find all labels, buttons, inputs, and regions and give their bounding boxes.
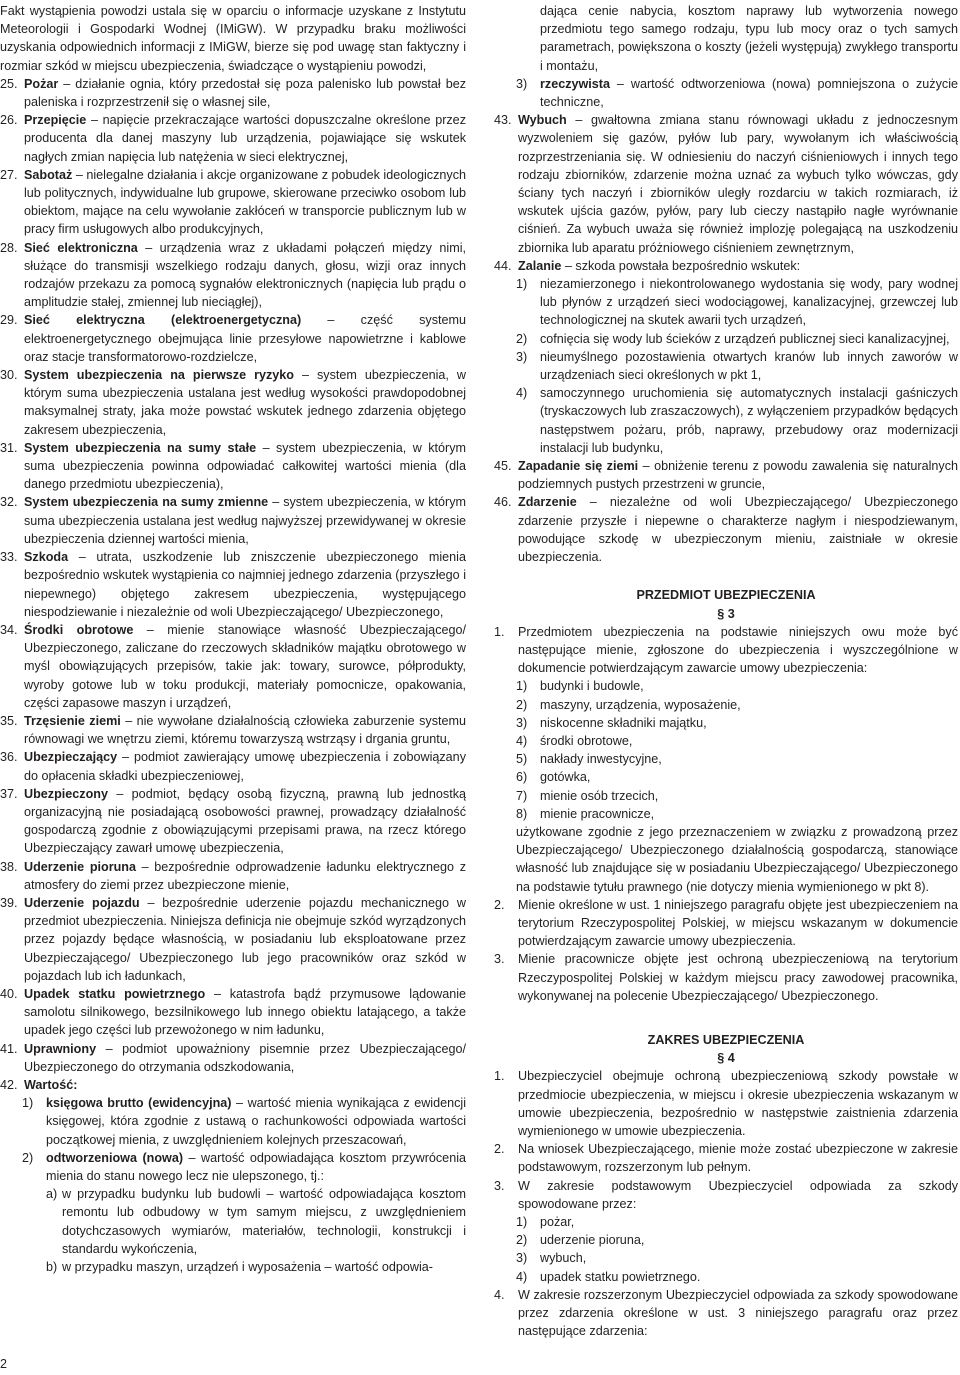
defined-term: System ubezpieczenia na sumy zmienne xyxy=(24,495,269,510)
item-number: 29. xyxy=(0,313,18,328)
defined-term: Zalanie xyxy=(518,258,562,273)
subsubitem-letter: b) xyxy=(46,1260,58,1275)
subitem-number: 4) xyxy=(516,386,528,401)
list-item xyxy=(494,750,958,768)
definition-item xyxy=(0,493,466,548)
defined-term: Sieć elektryczna (elektroenergetyczna) xyxy=(24,313,302,328)
list-item xyxy=(494,714,958,732)
item-number: 30. xyxy=(0,368,18,383)
definition-text: – urządzenia wraz z układami połączeń między nimi, służące do transmisji wszelkiego rodzaju danych, głosu, wizji oraz innych rodzajów przekazu za pomocą sygnałów elektronicznych (napięcia lub prądu o amplitudzie stałej, zmiennej lub nieciągłej), xyxy=(24,240,466,310)
item-number: 26. xyxy=(0,113,18,128)
subitem-text: cofnięcia się wody lub ścieków z urządzeń publicznej sieci kanalizacyjnej, xyxy=(540,331,950,346)
definition-text: – obniżenie terenu z powodu zawalenia się naturalnych podziemnych pustych przestrzeni w gruncie, xyxy=(518,459,958,492)
value-subitem xyxy=(494,75,958,111)
definition-item xyxy=(0,166,466,239)
definition-text: – bezpośrednie uderzenie pojazdu mechanicznego w przedmiot ubezpieczenia. Niniejsza definicja nie obejmuje szkód wyrządzonych przez pojazdy będące własnością, w posiadaniu lub eksploatowane przez Ubezpieczającego/ Ubezpieczonego lub jego pracowników oraz szkód w pojazdach lub ich ładunkach, xyxy=(24,895,466,983)
list-text: pożar, xyxy=(540,1215,575,1229)
item-number: 42. xyxy=(0,1077,18,1092)
numbered-paragraph xyxy=(494,1177,958,1213)
paragraph-number: 4. xyxy=(494,1287,505,1302)
list-item xyxy=(494,1249,958,1267)
spacer xyxy=(494,1005,958,1031)
item-number: 25. xyxy=(0,76,18,91)
subitem-number: 1) xyxy=(516,277,528,292)
paragraph-number: 1. xyxy=(494,624,505,639)
item-number: 34. xyxy=(0,622,18,637)
paragraph-text: Ubezpieczyciel obejmuje ochroną ubezpieczeniową szkody powstałe w przedmiocie ubezpieczenia, w miejscu i okresie ubezpieczenia wskazanym w umowie ubezpieczenia, bezpośrednio w następstwie zaistnienia zdarzenia wymienionego w umowie ubezpieczenia. xyxy=(518,1069,958,1138)
defined-term: Przepięcie xyxy=(24,113,87,128)
paragraph-number: 3. xyxy=(494,1178,505,1193)
list-number: 8) xyxy=(516,806,528,821)
definition-item xyxy=(494,111,958,257)
numbered-paragraph xyxy=(494,1067,958,1140)
definition-item xyxy=(0,985,466,1040)
list-text: mienie osób trzecich, xyxy=(540,788,659,803)
numbered-paragraph xyxy=(494,896,958,951)
subitem-number: 2) xyxy=(22,1150,34,1165)
defined-term: Pożar xyxy=(24,76,59,91)
subitem-text: nieumyślnego pozostawienia otwartych kranów lub innych zaworów w urządzeniach sieci określonych w pkt 1, xyxy=(540,349,958,383)
subsubitem-text: w przypadku budynku lub budowli – wartość odpowiadająca kosztom remontu lub odbudowy w tym samym miejscu, z uwzględnieniem dotychczasowych wymiarów, materiałów, technologii, konstrukcji i standardu wykończenia, xyxy=(62,1187,466,1256)
definition-text: – nie wywołane działalnością człowieka zaburzenie systemu równowagi we wnętrzu ziemi, któremu towarzyszą wstrząsy i drgania gruntu, xyxy=(24,713,466,747)
list-text: uderzenie pioruna, xyxy=(540,1233,645,1248)
item-number: 33. xyxy=(0,550,18,565)
right-column xyxy=(494,2,958,1340)
definition-item xyxy=(494,493,958,566)
item-number: 43. xyxy=(494,113,512,128)
definition-item xyxy=(0,1076,466,1094)
paragraph-number: 1. xyxy=(494,1069,505,1084)
list-number: 7) xyxy=(516,788,528,803)
definition-item xyxy=(0,366,466,439)
definition-item xyxy=(0,621,466,712)
paragraph-number: 2. xyxy=(494,897,505,912)
defined-term: Zdarzenie xyxy=(518,495,577,510)
subsubitem-text: w przypadku maszyn, urządzeń i wyposażenia – wartość odpowia- xyxy=(62,1260,433,1275)
flood-definition-continuation: Fakt wystąpienia powodzi ustala się w oparciu o informacje uzyskane z Instytutu Meteorologii i Gospodarki Wodnej (IMiGW). W przypadku braku możliwości uzyskania odpowiednich informacji z IMiGW, bierze się pod uwagę stan faktyczny i rozmiar szkód w miejscu ubezpieczenia, świadczące o wystąpieniu powodzi, xyxy=(0,4,466,73)
item-number: 31. xyxy=(0,440,18,455)
definition-item xyxy=(0,239,466,312)
list-number: 2) xyxy=(516,697,528,712)
list-item xyxy=(494,1268,958,1286)
defined-term: Upadek statku powietrznego xyxy=(24,986,206,1001)
paragraph-text: Przedmiotem ubezpieczenia na podstawie niniejszych owu może być następujące mienie, zgłoszone do ubezpieczenia i wyszczególnione w dokumencie potwierdzającym zawarcie umowy ubezpieczenia: xyxy=(518,624,958,676)
flood-subitem xyxy=(494,384,958,457)
definition-text: – podmiot, będący osobą fizyczną, prawną lub jednostką organizacyjną nie posiadającą osobowości prawnej, prowadzący działalność gospodarczą zgodnie z obowiązującymi przepisami prawa, na rzecz którego Ubezpieczający zawarł umowę ubezpieczenia, xyxy=(24,786,466,856)
defined-term: Środki obrotowe xyxy=(24,622,134,637)
flood-subitem xyxy=(494,330,958,348)
list-item xyxy=(494,732,958,750)
subitem-text: niezamierzonego i niekontrolowanego wydostania się wody, pary wodnej lub płynów z urządzeń sieci wodociągowej, kanalizacyjnej, grzewczej lub technologicznej na skutek awarii tych urządzeń, xyxy=(540,277,958,328)
definition-item xyxy=(0,894,466,985)
definition-text: – podmiot zawierający umowę ubezpieczenia i zobowiązany do opłacenia składki ubezpieczeniowej, xyxy=(24,750,466,783)
definition-text: – system ubezpieczenia, w którym suma ubezpieczenia ustalana jest według wysokości prawdopodobnej maksymalnej straty, jaka może powstać wskutek jednego zdarzenia objętego zakresem ubezpieczenia, xyxy=(24,368,467,437)
paragraph-number: 3. xyxy=(494,952,505,967)
defined-term: Uprawniony xyxy=(24,1041,97,1056)
defined-term: Ubezpieczający xyxy=(24,750,118,765)
subitem-number: 1) xyxy=(22,1096,34,1111)
definition-text: – mienie stanowiące własność Ubezpieczającego/ Ubezpieczonego, zaliczane do rzeczowych składników majątku obrotowego w myśl obowiązujących przepisów, takie jak: towary, surowce, półprodukty, wyroby gotowe lub w toku produkcji, materiały pomocnicze, opakowania, części zapasowe maszyn i urządzeń, xyxy=(24,622,466,710)
list-text: maszyny, urządzenia, wyposażenie, xyxy=(540,697,741,712)
list-number: 5) xyxy=(516,752,528,767)
defined-term: System ubezpieczenia na pierwsze ryzyko xyxy=(24,368,294,383)
defined-term: System ubezpieczenia na sumy stałe xyxy=(24,440,257,455)
list-item xyxy=(494,696,958,714)
list-item xyxy=(494,677,958,695)
list-text: budynki i budowle, xyxy=(540,679,644,694)
definition-item xyxy=(0,311,466,366)
definition-text: – podmiot upoważniony pisemnie przez Ubezpieczającego/ Ubezpieczonego do otrzymania odszkodowania, xyxy=(24,1041,466,1074)
item-number: 37. xyxy=(0,786,18,801)
value-subitem xyxy=(0,1149,466,1185)
list-text: gotówka, xyxy=(540,770,591,785)
value-subitem xyxy=(0,1094,466,1149)
section-heading-subject: PRZEDMIOT UBEZPIECZENIA xyxy=(636,588,816,603)
item-number: 44. xyxy=(494,258,512,273)
list-item xyxy=(494,805,958,823)
definition-item xyxy=(494,257,958,275)
list-item xyxy=(494,768,958,786)
numbered-paragraph xyxy=(494,623,958,678)
list-text: nakłady inwestycyjne, xyxy=(540,752,662,767)
definition-item xyxy=(494,457,958,493)
definition-text: – napięcie przekraczające wartości dopuszczalne określone przez producenta dla danej maszyny lub urządzenia, pojawiające się wskutek nagłych zmian napięcia lub natężenia w sieci elektrycznej, xyxy=(24,113,466,164)
defined-term: Sabotaż xyxy=(24,167,73,182)
numbered-paragraph xyxy=(494,1286,958,1341)
item-number: 41. xyxy=(0,1041,18,1056)
paragraph-symbol: § 4 xyxy=(717,1051,735,1066)
definition-item xyxy=(0,1040,466,1076)
definition-item xyxy=(0,111,466,166)
definition-item xyxy=(0,858,466,894)
defined-term: Uderzenie pojazdu xyxy=(24,895,140,910)
paragraph-text: Na wniosek Ubezpieczającego, mienie może zostać ubezpieczone w zakresie podstawowym, rozszerzonym lub pełnym. xyxy=(518,1142,958,1175)
definition-text: – działanie ognia, który przedostał się poza palenisko lub powstał bez paleniska i rozprzestrzenił się o własnej sile, xyxy=(24,76,466,110)
defined-term: księgowa brutto (ewidencyjna) xyxy=(46,1096,232,1111)
value-subsubitem xyxy=(0,1185,466,1258)
paragraph-symbol: § 3 xyxy=(717,606,735,621)
definition-text: – katastrofa bądź przymusowe lądowanie samolotu silnikowego, bezsilnikowego lub innego obiektu latającego, a także upadek jego części lub przewożonego w nim ładunku, xyxy=(24,986,466,1038)
defined-term: odtworzeniowa (nowa) xyxy=(46,1150,184,1165)
subitem-number: 3) xyxy=(516,76,528,91)
item-number: 36. xyxy=(0,750,18,765)
item-number: 35. xyxy=(0,713,18,728)
item-number: 40. xyxy=(0,986,18,1001)
definition-item xyxy=(0,748,466,784)
defined-term: Wybuch xyxy=(518,113,567,128)
value-continuation: dająca cenie nabycia, kosztom naprawy lub wytworzenia nowego przedmiotu tego samego rodzaju, typu lub mocy oraz o tych samych parametrach, powiększona o koszty (jeżeli występują) zwykłego transportu i montażu, xyxy=(540,4,958,73)
paragraph-text: Mienie pracownicze objęte jest ochroną ubezpieczeniową na terytorium Rzeczypospolitej Polskiej w każdym miejscu pracy zawodowej pracownika, wykonywanej na polecenie Ubezpieczającego/ Ubezpieczonego. xyxy=(518,952,958,1003)
numbered-paragraph xyxy=(494,1140,958,1176)
item-number: 28. xyxy=(0,240,18,255)
list-tail-text: użytkowane zgodnie z jego przeznaczeniem w związku z prowadzoną przez Ubezpieczającego/ Ubezpieczonego działalnością gospodarczą, stanowiące własność lub znajdujące się w posiadaniu Ubezpieczającego/ Ubezpieczonego na podstawie tytułu prawnego (nie dotyczy mienia wymienionego w pkt 8). xyxy=(516,824,958,894)
definition-text: – niezależne od woli Ubezpieczającego/ Ubezpieczonego zdarzenie przyszłe i niepewne o charakterze nagłym i niespodziewanym, powodujące szkodę w ubezpieczonym mieniu, zaistniałe w okresie ubezpieczenia. xyxy=(518,495,958,565)
item-number: 39. xyxy=(0,895,18,910)
spacer xyxy=(494,566,958,586)
definition-text: – system ubezpieczenia, w którym suma ubezpieczenia powinna odpowiadać całkowitej wartości mienia (dla danego przedmiotu ubezpieczenia), xyxy=(24,440,467,492)
list-number: 4) xyxy=(516,733,528,748)
list-text: niskocenne składniki majątku, xyxy=(540,715,707,730)
list-text: upadek statku powietrznego. xyxy=(540,1269,701,1284)
defined-term: Trzęsienie ziemi xyxy=(24,713,121,728)
definition-text: – wartość odtworzeniowa (nowa) pomniejszona o zużycie techniczne, xyxy=(540,76,958,110)
list-item xyxy=(494,1213,958,1231)
paragraph-text: Mienie określone w ust. 1 niniejszego paragrafu objęte jest ubezpieczeniem na terytorium Rzeczypospolitej Polskiej, w miejscu wskazanym w dokumencie potwierdzającym zawarcie umowy ubezpieczenia. xyxy=(518,897,958,949)
defined-term: Ubezpieczony xyxy=(24,786,108,801)
defined-term: Zapadanie się ziemi xyxy=(518,459,639,474)
definition-text: – wartość odpowiadająca kosztom przywrócenia mienia do stanu nowego lecz nie ulepszonego, tj.: xyxy=(46,1150,466,1183)
list-number: 3) xyxy=(516,1251,528,1266)
value-subsubitem xyxy=(0,1258,466,1276)
paragraph-text: W zakresie podstawowym Ubezpieczyciel odpowiada za szkody spowodowane przez: xyxy=(518,1178,958,1211)
paragraph-number: 2. xyxy=(494,1142,505,1157)
subsubitem-letter: a) xyxy=(46,1187,58,1202)
definition-text: – gwałtowna zmiana stanu równowagi układu z jednoczesnym wyzwoleniem się gazów, pyłów lub pary, wywołanym ich właściwością rozprzestrzeniania się. W odniesieniu do naczyń ciśnieniowych i innych tego rodzaju zbiorników, zdarzenie można uznać za wybuch tylko wówczas, gdy ściany tych naczyń i zbiorników uległy rozdarciu w takich rozmiarach, iż wskutek ujścia gazów, pyłów, pary lub cieczy nastąpiło nagłe wyrównanie ciśnień. Za wybuch uważa się również implozję polegającą na uszkodzeniu zbiornika lub aparatu próżniowego ciśnieniem zewnętrznym, xyxy=(518,113,958,255)
list-text: wybuch, xyxy=(540,1251,587,1266)
definition-text: – wartość mienia wynikająca z ewidencji księgowej, która zgodnie z ustawą o rachunkowości odpowiada wartości początkowej mienia, z uwzględnieniem kolejnych przeszacowań, xyxy=(46,1096,467,1147)
definition-item xyxy=(0,712,466,748)
list-number: 1) xyxy=(516,1215,528,1229)
item-number: 45. xyxy=(494,459,512,474)
definition-text: – system ubezpieczenia, w którym suma ubezpieczenia ustalana jest według najwyższej przewidywanej w okresie ubezpieczenia dziennej wartości mienia, xyxy=(24,495,466,546)
subitem-text: samoczynnego uruchomienia się automatycznych instalacji gaśniczych (tryskaczowych lub zraszaczowych), z wyłączeniem przypadków będących następstwem pożaru, prób, naprawy, przebudowy oraz modernizacji instalacji lub budynku, xyxy=(540,386,958,455)
list-number: 1) xyxy=(516,679,528,694)
list-number: 3) xyxy=(516,715,528,730)
defined-term: Wartość: xyxy=(24,1077,78,1092)
list-number: 6) xyxy=(516,770,528,785)
defined-term: Sieć elektroniczna xyxy=(24,240,138,255)
list-text: środki obrotowe, xyxy=(540,733,633,748)
item-number: 27. xyxy=(0,167,18,182)
flood-subitem xyxy=(494,275,958,330)
definition-text: – bezpośrednie odprowadzenie ładunku elektrycznego z atmosfery do ziemi przez ubezpieczone mienie, xyxy=(24,859,466,892)
item-number: 32. xyxy=(0,495,18,510)
definition-text: – część systemu elektroenergetycznego obejmująca linie przesyłowe napowietrzne i kablowe oraz stacje transformatorowo-rozdzielcze, xyxy=(24,313,466,364)
list-item xyxy=(494,787,958,805)
defined-term: Uderzenie pioruna xyxy=(24,859,137,874)
defined-term: rzeczywista xyxy=(540,76,611,91)
definition-item xyxy=(0,785,466,858)
section-heading-scope: ZAKRES UBEZPIECZENIA xyxy=(647,1032,805,1047)
page-number: 2 xyxy=(0,1357,8,1371)
item-number: 46. xyxy=(494,495,512,510)
definition-text: – utrata, uszkodzenie lub zniszczenie ubezpieczonego mienia bezpośrednio wskutek wystąpienia co najmniej jednego zdarzenia (przyszłego i niepewnego) objętego zakresem ubezpieczenia, występującego niespodziewanie i niezależnie od woli Ubezpieczającego/ Ubezpieczonego, xyxy=(24,550,466,619)
list-item xyxy=(494,1231,958,1249)
flood-subitem xyxy=(494,348,958,384)
definition-text: – szkoda powstała bezpośrednio wskutek: xyxy=(561,258,801,273)
subitem-number: 3) xyxy=(516,349,528,364)
list-number: 4) xyxy=(516,1269,528,1284)
defined-term: Szkoda xyxy=(24,550,69,565)
subitem-number: 2) xyxy=(516,331,528,346)
paragraph-text: W zakresie rozszerzonym Ubezpieczyciel odpowiada za szkody spowodowane przez zdarzenia określone w ust. 3 niniejszego paragrafu oraz przez następujące zdarzenia: xyxy=(518,1287,958,1339)
list-number: 2) xyxy=(516,1233,528,1248)
definition-item xyxy=(0,439,466,494)
numbered-paragraph xyxy=(494,950,958,1005)
item-number: 38. xyxy=(0,859,18,874)
definition-item xyxy=(0,75,466,111)
left-column xyxy=(0,2,466,1276)
definition-text: – nielegalne działania i akcje organizowane z pobudek ideologicznych lub politycznych, indywidualne lub grupowe, skierowane przeciwko osobom lub obiektom, mające na celu wywołanie zakłóceń w transporcie publicznym lub w pracy firm usługowych albo produkcyjnych, xyxy=(24,167,466,237)
list-text: mienie pracownicze, xyxy=(540,806,655,821)
definition-item xyxy=(0,548,466,621)
